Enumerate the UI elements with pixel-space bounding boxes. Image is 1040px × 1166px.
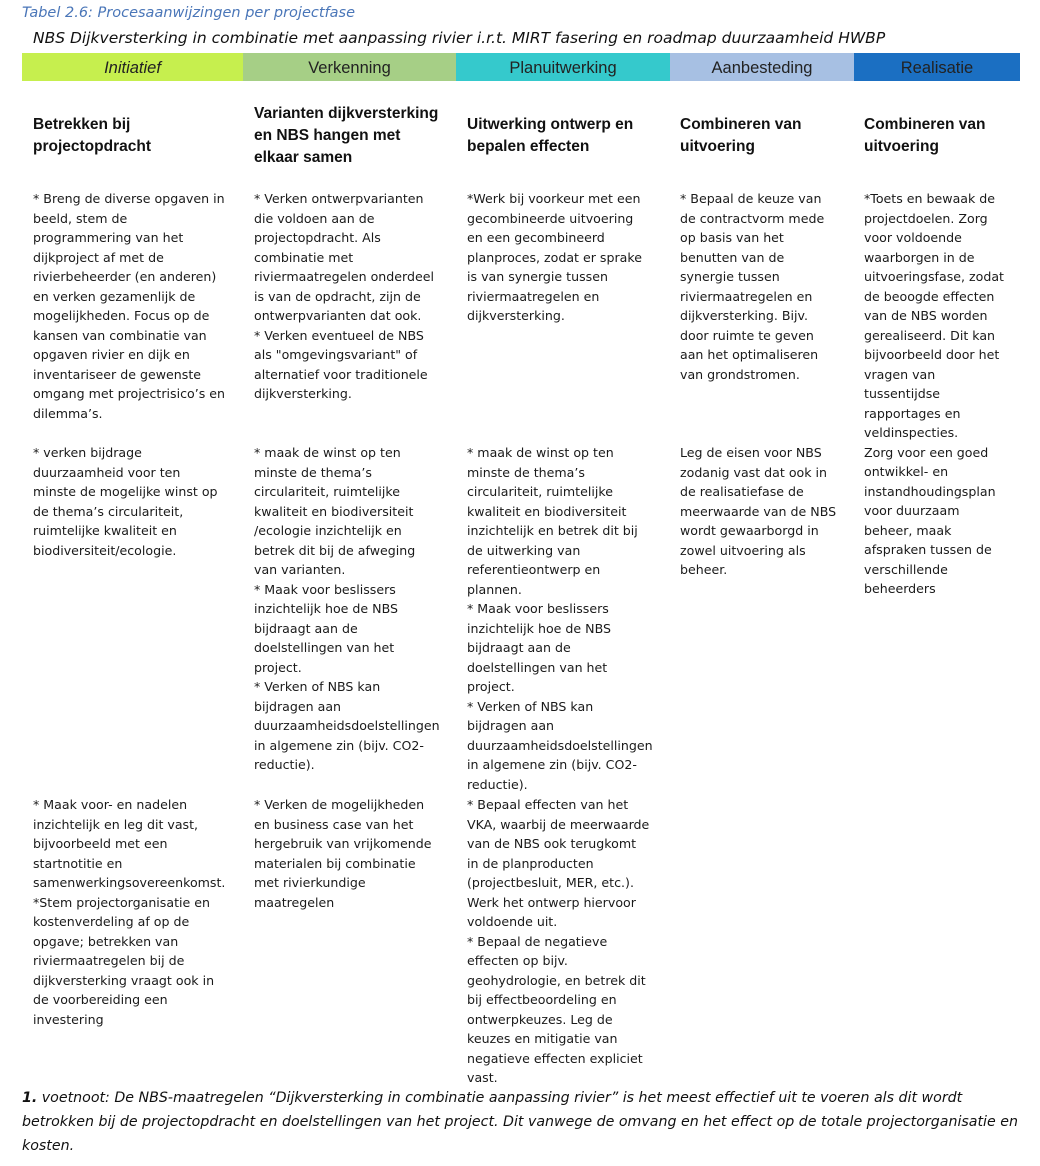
footnote-text: voetnoot: De NBS-maatregelen “Dijkversterking in combinatie aanpassing rivier” is het meest effectief uit te voeren als dit wordt betrokken bij de projectopdracht en doelstellingen van het project. Dit vanwege de omvang en het effect op de totale projectorganisatie en kosten. [22,1090,1018,1154]
table-cell: * Verken ontwerpvarianten die voldoen aan de projectopdracht. Als combinatie met riviermaatregelen onderdeel is van de opdracht, zijn de ontwerpvarianten dat ook. * Verken eventueel de NBS als "omgevingsvariant" of alternatief voor traditionele dijkversterking. [254,191,434,401]
table-caption: Tabel 2.6: Procesaanwijzingen per projectfase [22,5,355,21]
footnote [22,1086,1022,1158]
table-cell: * maak de winst op ten minste de thema’s circulariteit, ruimtelijke kwaliteit en biodiversiteit inzichtelijk en betrek dit bij de uitwerking van referentieontwerp en plannen. * Maak voor beslissers inzichtelijk hoe de NBS bijdraagt aan de doelstellingen van het project. * Verken of NBS kan bijdragen aan duurzaamheidsdoelstellingen in algemene zin (bijv. CO2- reductie). [467,445,653,792]
table-cell: *Toets en bewaak de projectdoelen. Zorg voor voldoende waarborgen in de uitvoeringsfase, zodat de beoogde effecten van de NBS worden gerealiseerd. Dit kan bijvoorbeeld door het vragen van tussentijdse rapportages en veldinspecties. Zorg voor een goed ontwikkel- en instandhoudingsplan voor duurzaam beheer, maak afspraken tussen de verschillende beheerders [864,191,1004,596]
phase-planuitwerking: Planuitwerking [456,53,670,81]
column-heading: Uitwerking ontwerp en bepalen effecten [467,116,634,155]
table-cell: * Breng de diverse opgaven in beeld, stem de programmering van het dijkproject af met de rivierbeheerder (en anderen) en verken gezamenlijk de mogelijkheden. Focus op de kansen van combinatie van opgaven rivier en dijk en inventariseer de gewenste omgang met projectrisico’s en dilemma’s. [33,191,225,421]
table-cell: * maak de winst op ten minste de thema’s circulariteit, ruimtelijke kwaliteit en biodiversiteit /ecologie inzichtelijk en betrek dit bij de afweging van varianten. * Maak voor beslissers inzichtelijk hoe de NBS bijdraagt aan de doelstellingen van het project. * Verken of NBS kan bijdragen aan duurzaamheidsdoelstellingen in algemene zin (bijv. CO2- reductie). [254,445,440,772]
table-subtitle: NBS Dijkversterking in combinatie met aanpassing rivier i.r.t. MIRT fasering en roadmap duurzaamheid HWBP [33,29,886,47]
table-cell: * Bepaal effecten van het VKA, waarbij de meerwaarde van de NBS ook terugkomt in de planproducten (projectbesluit, MER, etc.). Werk het ontwerp hiervoor voldoende uit. * Bepaal de negatieve effecten op bijv. geohydrologie, en betrek dit bij effectbeoordeling en ontwerpkeuzes. Leg de keuzes en mitigatie van negatieve effecten expliciet vast. [467,797,650,1085]
table-cell: * Maak voor- en nadelen inzichtelijk en leg dit vast, bijvoorbeeld met een startnotitie en samenwerkingsovereenkomst. *Stem projectorganisatie en kostenverdeling af op de opgave; betrekken van riviermaatregelen bij de dijkversterking vraagt ook in de voorbereiding een investering [33,797,226,1027]
phase-initiatief: Initiatief [22,53,243,81]
phase-bar [22,53,1020,81]
column-heading: Combineren van uitvoering [864,116,986,155]
phase-aanbesteding: Aanbesteding [670,53,854,81]
phase-realisatie: Realisatie [854,53,1020,81]
table-cell: *Werk bij voorkeur met een gecombineerde uitvoering en een gecombineerd planproces, zodat er sprake is van synergie tussen riviermaatregelen en dijkversterking. [467,191,642,323]
table-cell: * Verken de mogelijkheden en business case van het hergebruik van vrijkomende materialen bij combinatie met rivierkundige maatregelen [254,797,432,910]
footnote-number: 1. [22,1090,38,1106]
table-cell: * verken bijdrage duurzaamheid voor ten minste de mogelijke winst op de thema’s circulariteit, ruimtelijke kwaliteit en biodiversiteit/ecologie. [33,445,218,558]
column-heading: Varianten dijkversterking en NBS hangen met elkaar samen [254,105,439,166]
table-cell: Leg de eisen voor NBS zodanig vast dat ook in de realisatiefase de meerwaarde van de NBS wordt gewaarborgd in zowel uitvoering als beheer. [680,445,837,577]
column-heading: Combineren van uitvoering [680,116,802,155]
column-heading: Betrekken bij projectopdracht [33,116,151,155]
phase-verkenning: Verkenning [243,53,456,81]
table-cell: * Bepaal de keuze van de contractvorm mede op basis van het benutten van de synergie tussen riviermaatregelen en dijkversterking. Bijv. door ruimte te geven aan het optimaliseren van grondstromen. [680,191,825,382]
